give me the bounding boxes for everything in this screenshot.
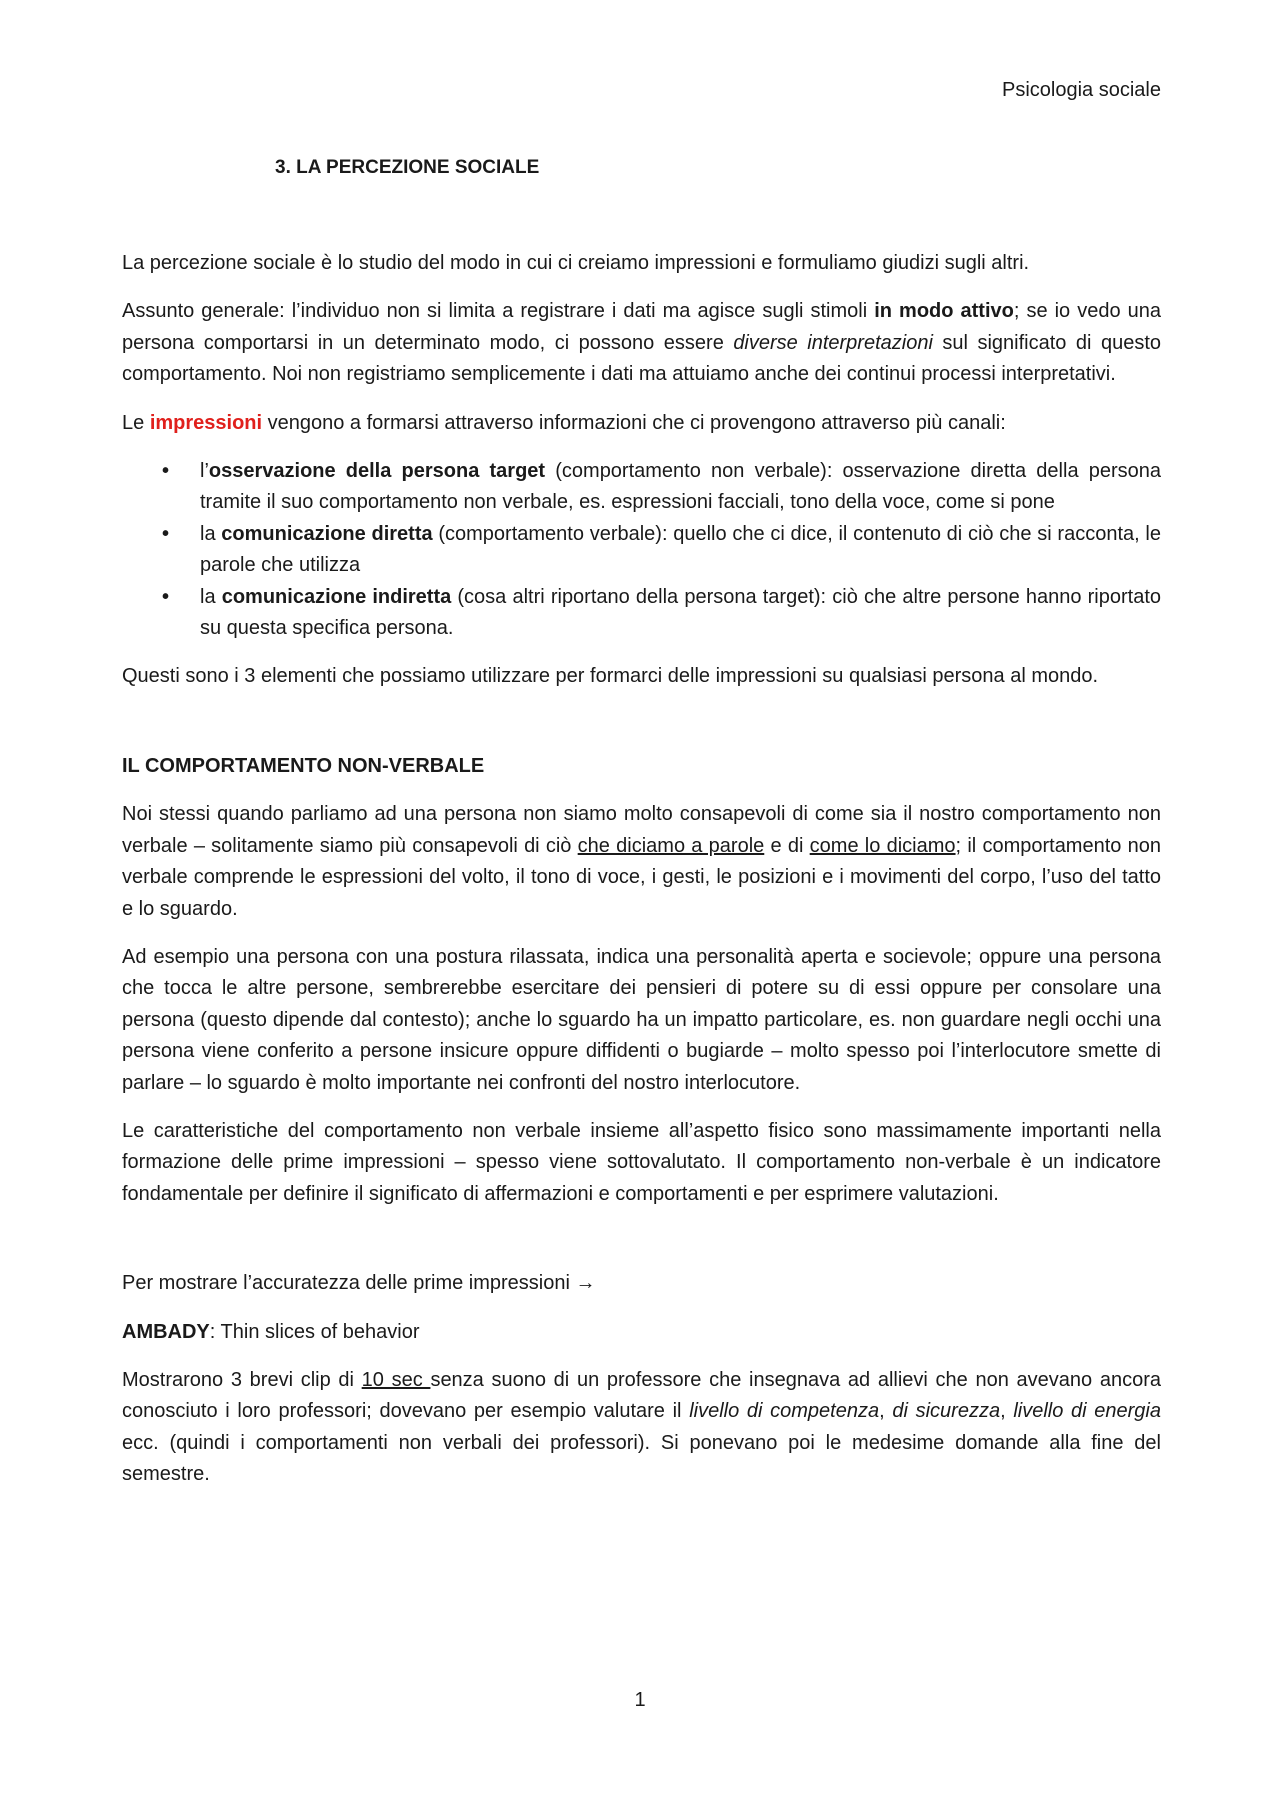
text-run: , <box>1000 1400 1014 1423</box>
bold-phrase: comunicazione indiretta <box>221 585 452 608</box>
study-lead: Per mostrare l’accuratezza delle prime impressioni → <box>122 1272 596 1295</box>
text-run: ; se io vedo una persona comportarsi in un determinato modo, ci possono essere <box>122 300 1161 354</box>
section-heading: IL COMPORTAMENTO NON-VERBALE <box>122 754 485 777</box>
bold-phrase: comunicazione diretta <box>221 522 433 545</box>
document-body <box>122 248 1161 1508</box>
italic-phrase: livello di competenza <box>689 1400 880 1423</box>
text-run: senza suono di un professore che insegnava ad allievi che non avevano ancora conosciuto i loro professori; dovevano per esempio valutare il <box>122 1368 1162 1423</box>
italic-phrase: diverse interpretazioni <box>733 331 933 354</box>
underlined-phrase: come lo diciamo <box>809 834 956 857</box>
bold-phrase: osservazione della persona target <box>208 460 546 483</box>
text-run: Noi stessi quando parliamo ad una persona non siamo molto consapevoli di come sia il nostro comportamento non verbale – solitamente siamo più consapevoli di ciò <box>122 803 1161 857</box>
text-run: ; il comportamento non verbale comprende le espressioni del volto, il tono di voce, i gesti, le posizioni e i movimenti del corpo, l’uso del tatto e lo sguardo. <box>122 834 1162 920</box>
text-run: (comportamento non verbale): osservazione diretta della persona tramite il suo comportamento non verbale, es. espressioni facciali, tono della voce, come si pone <box>200 460 1162 514</box>
underlined-phrase: che diciamo a parole <box>577 834 765 857</box>
intro-paragraph-3 <box>122 408 1161 439</box>
page-number: 1 <box>634 1689 646 1711</box>
text-run: vengono a formarsi attraverso informazioni che ci provengono attraverso più canali: <box>262 411 1006 434</box>
text-run: ecc. (quindi i comportamenti non verbali dei professori). Si ponevano poi le medesime domande alla fine del semestre. <box>122 1431 1161 1486</box>
text-run: l’ <box>200 460 209 483</box>
section-paragraph-1 <box>122 799 1161 925</box>
text-run: , <box>879 1400 893 1423</box>
italic-phrase: livello di energia <box>1013 1400 1161 1423</box>
text-run: la <box>200 522 222 545</box>
section-paragraph-3: Le caratteristiche del comportamento non verbale insieme all’aspetto fisico sono massimamente importanti nella formazione delle prime impressioni – spesso viene sottovalutato. Il comportamento non-verbale è un indicatore fondamentale per definire il significato di affermazioni e comportamenti e per esprimere valutazioni. <box>122 1119 1161 1205</box>
highlighted-keyword: impressioni <box>149 411 263 434</box>
spacer <box>122 710 1161 751</box>
text-run: (cosa altri riportano della persona target): ciò che altre persone hanno riportato su questa specifica persona. <box>200 585 1161 640</box>
summary-paragraph: Questi sono i 3 elementi che possiamo utilizzare per formarci delle impressioni su qualsiasi persona al mondo. <box>122 665 1099 688</box>
text-run: e di <box>764 834 810 857</box>
section-paragraph-2: Ad esempio una persona con una postura rilassata, indica una personalità aperta e socievole; oppure una persona che tocca le altre persone, sembrerebbe esercitare dei pensieri di potere su di essi oppure per consolare una persona (questo dipende dal contesto); anche lo sguardo ha un impatto particolare, es. non guardare negli occhi una persona viene conferito a persone insicure oppure diffidenti o bugiarde – molto spesso poi l’interlocutore smette di parlare – lo sguardo è molto importante nei confronti del nostro interlocutore. <box>122 945 1161 1094</box>
page-header: Psicologia sociale <box>1002 79 1161 101</box>
text-run: sul significato di questo comportamento. Noi non registriamo semplicemente i dati ma attuiamo anche dei continui processi interpretativi. <box>122 331 1162 386</box>
italic-phrase: di sicurezza <box>892 1400 1001 1423</box>
study-paragraph <box>122 1365 1161 1491</box>
intro-paragraph-2 <box>122 296 1161 390</box>
channels-list <box>122 456 1161 644</box>
text-run: la <box>200 585 222 608</box>
text-run: (comportamento verbale): quello che ci dice, il contenuto di ciò che si racconta, le parole che utilizza <box>200 522 1161 577</box>
list-item <box>122 519 1161 582</box>
study-title <box>122 1317 1161 1348</box>
bold-phrase: in modo attivo <box>874 300 1014 323</box>
bullet-icon: • <box>162 460 170 483</box>
underlined-phrase: 10 sec <box>361 1368 431 1391</box>
study-subtitle: : Thin slices of behavior <box>209 1320 420 1343</box>
list-item <box>122 456 1161 519</box>
bullet-icon: • <box>162 522 170 545</box>
text-run: Assunto generale: l’individuo non si limita a registrare i dati ma agisce sugli stimoli <box>122 300 875 323</box>
bullet-icon: • <box>162 585 170 608</box>
spacer <box>122 1227 1161 1268</box>
text-run: Le <box>122 411 150 434</box>
list-item <box>122 582 1161 645</box>
text-run: Mostrarono 3 brevi clip di <box>122 1368 362 1391</box>
author-name: AMBADY <box>122 1320 210 1343</box>
intro-paragraph-1: La percezione sociale è lo studio del modo in cui ci creiamo impressioni e formuliamo giudizi sugli altri. <box>122 252 1030 274</box>
chapter-title: 3. LA PERCEZIONE SOCIALE <box>275 157 540 178</box>
